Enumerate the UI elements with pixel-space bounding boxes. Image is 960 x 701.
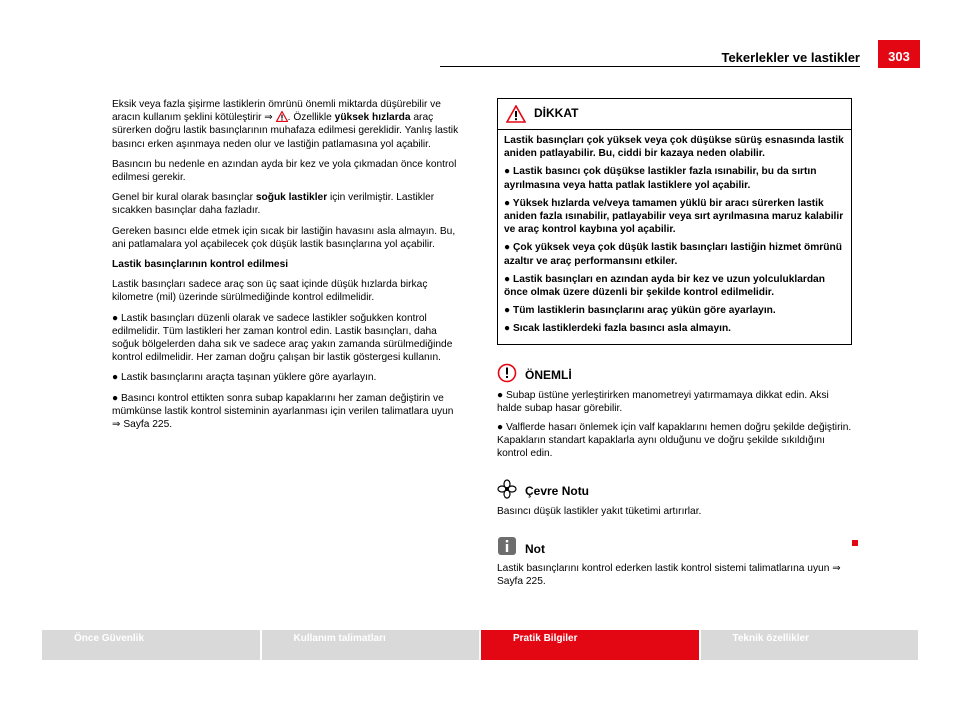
important-item: ● Valflerde hasarı önlemek için valf kapaklarını hemen doğru şekilde değiştirin. Kapakların standart kapaklarla aynı olduğunu ve doğru şekilde sıkıldığını kontrol edin. bbox=[497, 422, 852, 460]
environment-section bbox=[497, 479, 852, 518]
info-icon bbox=[497, 536, 517, 556]
warning-header bbox=[498, 99, 851, 130]
environment-text: Basıncı düşük lastikler yakıt tüketimi artırırlar. bbox=[497, 505, 702, 517]
paragraph-1: Eksik veya fazla şişirme lastiklerin ömrünü önemli miktarda düşürebilir ve aracın kullanım şeklini kötüleştirir ⇒ . Özellikle yüksek hızlarda araç sürerken doğru lastik basınçlarının muhafaza edilmesi gereklidir. Yanlış lastik basıncı erken aşınmaya neden olur ve lastiğin patlamasına yol açabilir. bbox=[112, 99, 459, 150]
tab-technical-specs[interactable]: Teknik özellikler bbox=[701, 630, 919, 660]
warning-item: ● Yüksek hızlarda ve/veya tamamen yüklü bir aracı sürerken lastik aniden fazla ısınabilir, patlayabilir veya sırt ayrılmasına maruz kalabilir ve araç kontrol kaybına yol açabilir. bbox=[504, 197, 844, 236]
header-rule bbox=[440, 66, 860, 67]
exclamation-circle-icon bbox=[497, 363, 517, 383]
warning-body bbox=[498, 130, 851, 344]
warning-box bbox=[497, 98, 852, 345]
right-column bbox=[497, 98, 852, 594]
footer-nav bbox=[42, 630, 918, 660]
paragraph-2: Basıncın bu nedenle en azından ayda bir kez ve yola çıkmadan önce kontrol edilmesi gerekir. bbox=[112, 158, 457, 184]
bullet-3: ● Basıncı kontrol ettikten sonra subap kapaklarını her zaman değiştirin ve mümkünse lastik kontrol sisteminin ayarlanması için verilen talimatlara uyun ⇒ Sayfa 225. bbox=[112, 392, 454, 431]
warning-item: ● Çok yüksek veya çok düşük lastik basınçları lastiğin hizmet ömrünü azaltır ve araç performansını etkiler. bbox=[504, 242, 842, 267]
note-title: Not bbox=[525, 541, 545, 556]
note-text: Lastik basınçlarını kontrol ederken lastik kontrol sistemi talimatlarına uyun ⇒ Sayfa 225. bbox=[497, 562, 841, 588]
important-title: ÖNEMLİ bbox=[525, 368, 572, 383]
note-section bbox=[497, 536, 852, 588]
bullet-2: ● Lastik basınçlarını araçta taşınan yüklere göre ayarlayın. bbox=[112, 372, 377, 384]
warning-intro: Lastik basınçları çok yüksek veya çok düşükse sürüş esnasında lastik aniden patlayabilir. Bu, ciddi bir kazaya neden olabilir. bbox=[504, 135, 844, 160]
warning-triangle-icon bbox=[276, 111, 288, 122]
section-heading: Lastik basınçlarının kontrol edilmesi bbox=[112, 259, 289, 271]
paragraph-3: Genel bir kural olarak basınçlar soğuk lastikler için verilmiştir. Lastikler sıcakken basınçlar daha fazladır. bbox=[112, 192, 435, 217]
left-column bbox=[112, 98, 464, 438]
important-item: ● Subap üstüne yerleştirirken manometreyi yatırmamaya dikkat edin. Aksi halde subap hasar görebilir. bbox=[497, 389, 829, 414]
tab-operating-instructions[interactable]: Kullanım talimatları bbox=[262, 630, 480, 660]
environment-title: Çevre Notu bbox=[525, 484, 590, 499]
header-title: Tekerlekler ve lastikler bbox=[721, 50, 860, 65]
paragraph-4: Gereken basıncı elde etmek için sıcak bir lastiğin havasını asla almayın. Bu, ani patlamalara yol açabilecek çok düşük lastik basınçlarına yol açabilir. bbox=[112, 225, 456, 250]
flower-icon bbox=[497, 479, 517, 499]
warning-triangle-icon bbox=[506, 105, 526, 123]
paragraph-5: Lastik basınçları sadece araç son üç saat içinde düşük hızlarda birkaç kilometre (mil) üzerinde sürülmediğinde kontrol edilmelidir. bbox=[112, 279, 428, 304]
important-section bbox=[497, 363, 852, 461]
warning-item: ● Sıcak lastiklerdeki fazla basıncı asla almayın. bbox=[504, 323, 732, 335]
end-marker bbox=[852, 540, 858, 546]
warning-item: ● Tüm lastiklerin basınçlarını araç yükün göre ayarlayın. bbox=[504, 305, 776, 317]
bullet-1: ● Lastik basınçları düzenli olarak ve sadece lastikler soğukken kontrol edilmelidir. Tüm lastikleri her zaman kontrol edin. Lastik basınçları, daha soğuk bölgelerden daha sık ve sadece araç yakın zamanda sürülmediğinde kontrol edilmelidir. Her zaman doğru çalışan bir lastik göstergesi kullanın. bbox=[112, 312, 453, 364]
warning-title: DİKKAT bbox=[534, 106, 579, 121]
tab-safety[interactable]: Önce Güvenlik bbox=[42, 630, 260, 660]
page-number: 303 bbox=[878, 40, 920, 68]
warning-item: ● Lastik basınçları en azından ayda bir kez ve uzun yolculuklardan önce olmak üzere düzenli bir şekilde kontrol edilmelidir. bbox=[504, 273, 825, 299]
tab-practical-info[interactable]: Pratik Bilgiler bbox=[481, 630, 699, 660]
warning-item: ● Lastik basıncı çok düşükse lastikler fazla ısınabilir, bu da sırtın ayrılmasına veya hatta patlak lastiklere yol açabilir. bbox=[504, 166, 817, 191]
